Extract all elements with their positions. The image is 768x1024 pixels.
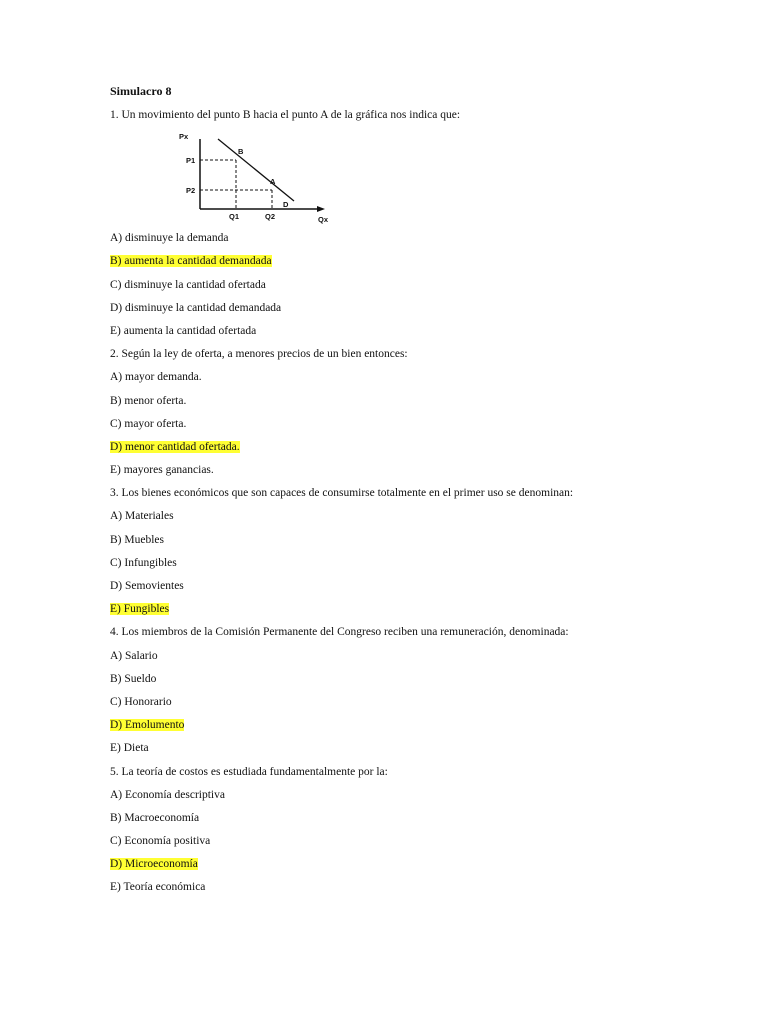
question-5: 5. La teoría de costos es estudiada fundamentalmente por la: (110, 765, 388, 778)
x-axis-label: Qx (318, 215, 329, 225)
q5-option-b: B) Macroeconomía (110, 811, 200, 824)
highlighted-answer: D) Microeconomía (110, 858, 198, 871)
supply-demand-graph (110, 129, 710, 227)
q5-option-a: A) Economía descriptiva (110, 788, 225, 801)
q2-option-a: A) mayor demanda. (110, 371, 202, 384)
demand-curve-diagram (172, 129, 342, 227)
q1-option-a: A) disminuye la demanda (110, 232, 229, 245)
q1-label: Q1 (229, 212, 240, 222)
question-3: 3. Los bienes económicos que son capaces de consumirse totalmente en el primer uso se denominan: (110, 487, 574, 500)
q5-option-e: E) Teoría económica (110, 881, 206, 894)
q4-option-b: B) Sueldo (110, 672, 157, 685)
q3-option-e (110, 602, 710, 616)
q2-label: Q2 (265, 212, 276, 222)
question-4: 4. Los miembros de la Comisión Permanente del Congreso reciben una remuneración, denominada: (110, 626, 569, 639)
q3-option-c: C) Infungibles (110, 556, 177, 569)
x-axis-arrow (317, 206, 325, 212)
q1-option-b (110, 254, 710, 268)
q5-option-d (110, 857, 710, 871)
q3-option-d: D) Semovientes (110, 580, 184, 592)
document-title: Simulacro 8 (110, 84, 172, 98)
document-page (110, 84, 710, 904)
highlighted-answer: E) Fungibles (110, 603, 170, 616)
curve-d-label: D (283, 200, 289, 210)
q1-option-d: D) disminuye la cantidad demandada (110, 301, 282, 314)
highlighted-answer: D) menor cantidad ofertada. (110, 440, 240, 453)
q2-option-c: C) mayor oferta. (110, 417, 187, 430)
q4-option-c: C) Honorario (110, 695, 172, 708)
question-2: 2. Según la ley de oferta, a menores precios de un bien entonces: (110, 348, 408, 361)
q1-option-c: C) disminuye la cantidad ofertada (110, 278, 266, 291)
q2-option-e: E) mayores ganancias. (110, 464, 214, 477)
q3-option-b: B) Muebles (110, 533, 164, 546)
q1-option-e: E) aumenta la cantidad ofertada (110, 324, 257, 337)
p2-label: P2 (186, 186, 196, 196)
highlighted-answer: B) aumenta la cantidad demandada (110, 255, 272, 268)
q4-option-d (110, 718, 710, 732)
q4-option-a: A) Salario (110, 649, 158, 662)
q5-option-c: C) Economía positiva (110, 835, 211, 848)
demand-curve (218, 139, 294, 201)
point-a-label: A (270, 177, 276, 187)
y-axis-label: Px (179, 132, 189, 142)
q4-option-e: E) Dieta (110, 742, 149, 755)
highlighted-answer: D) Emolumento (110, 719, 185, 732)
question-1: 1. Un movimiento del punto B hacia el punto A de la gráfica nos indica que: (110, 109, 461, 121)
point-b-label: B (238, 147, 244, 157)
q2-option-d (110, 440, 710, 454)
q3-option-a: A) Materiales (110, 510, 174, 523)
q2-option-b: B) menor oferta. (110, 394, 187, 407)
p1-label: P1 (186, 156, 196, 166)
